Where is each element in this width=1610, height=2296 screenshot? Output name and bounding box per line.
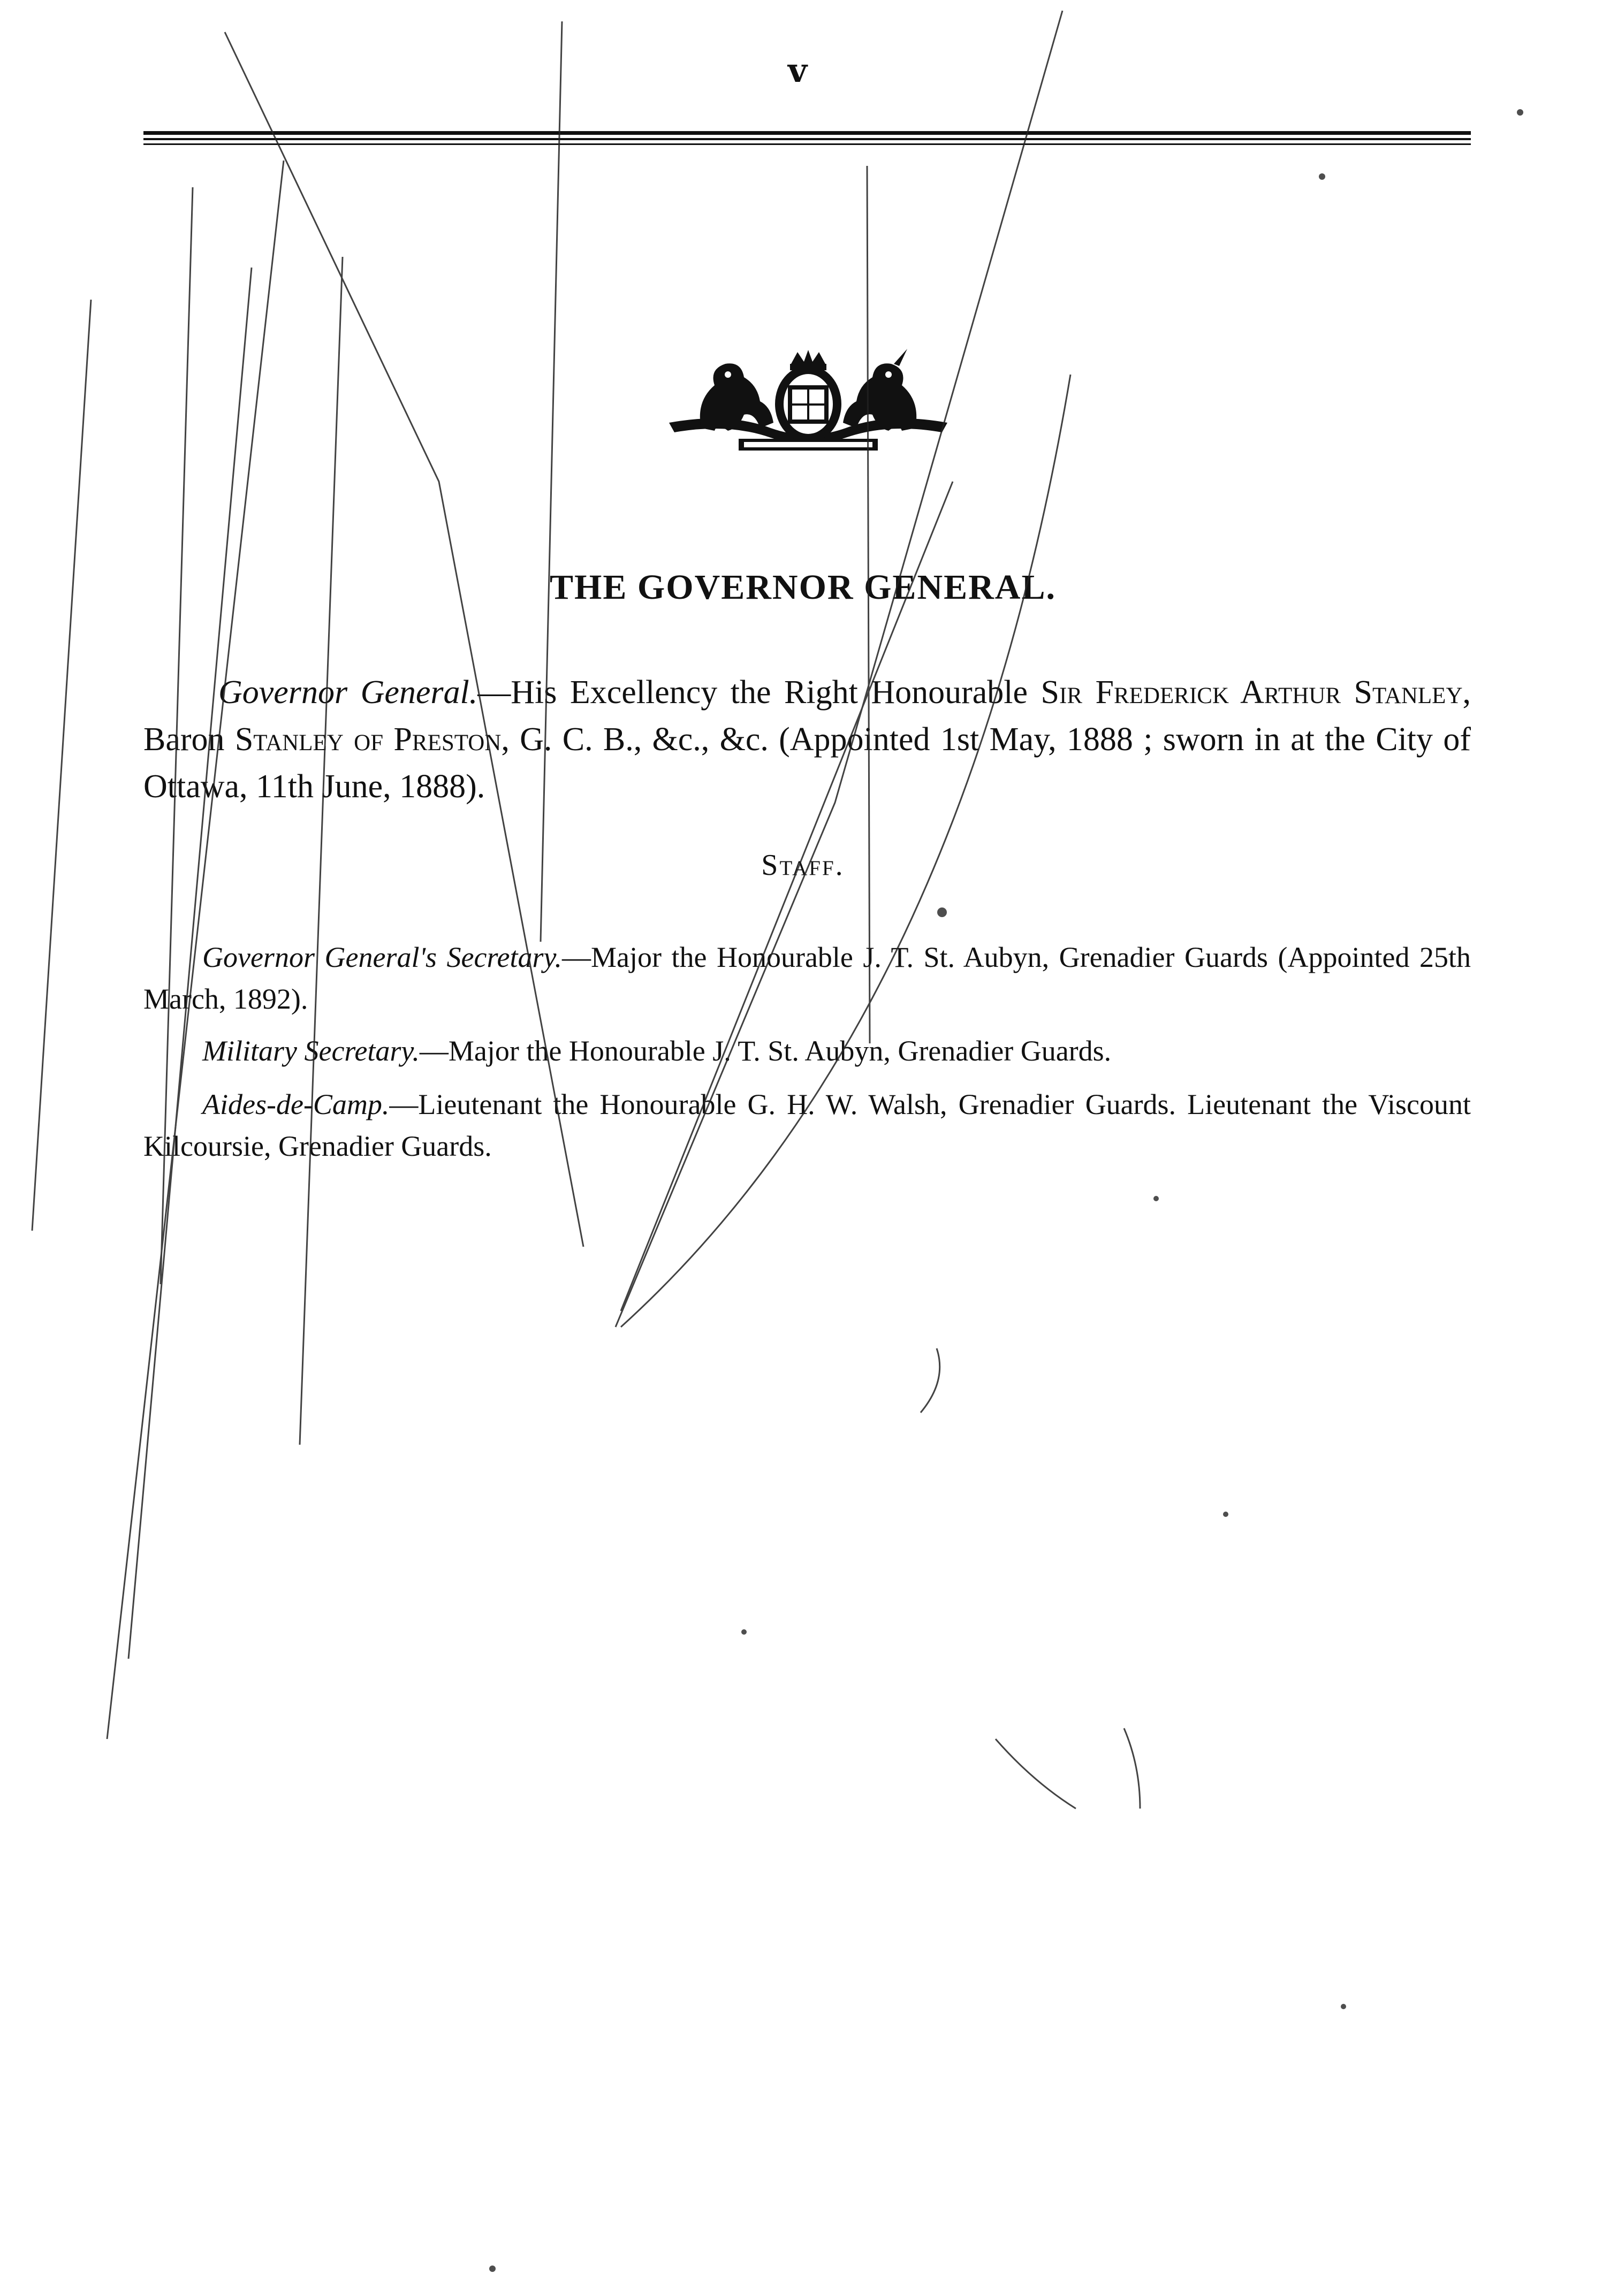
staff-entry <box>143 1084 1471 1167</box>
paragraph-text: , Baron <box>143 674 1471 758</box>
staff-role: Aides-de-Camp. <box>202 1088 390 1120</box>
role-label: Governor General. <box>218 674 478 711</box>
staff-entry <box>143 1030 1471 1072</box>
staff-heading: Staff. <box>761 849 845 882</box>
staff-role: Military Secretary. <box>202 1035 420 1067</box>
person-name: Sir Frederick Arthur Stanley <box>1041 674 1463 711</box>
paragraph-text: , G. C. B., &c., &c. (Appointed 1st May, 1888 ; sworn in at the City of Ottawa, 11th June, 1888). <box>143 721 1471 805</box>
staff-role: Governor General's Secretary. <box>202 941 562 973</box>
page-number: v <box>787 51 808 90</box>
header-rule <box>143 138 1471 140</box>
header-rule <box>143 131 1471 135</box>
staff-text: —Major the Honourable J. T. St. Aubyn, Grenadier Guards. <box>419 1035 1112 1067</box>
header-rule <box>143 143 1471 145</box>
governor-general-paragraph <box>143 669 1471 810</box>
staff-text: —Lieutenant the Honourable G. H. W. Walsh, Grenadier Guards. Lieutenant the Viscount Kilcoursie, Grenadier Guards. <box>143 1088 1471 1162</box>
staff-text: —Major the Honourable J. T. St. Aubyn, Grenadier Guards (Appointed 25th March, 1892). <box>143 941 1471 1015</box>
page-title: THE GOVERNOR GENERAL. <box>550 568 1056 607</box>
paragraph-text: —His Excellency the Right Honourable <box>477 674 1041 711</box>
royal-coat-of-arms-icon <box>664 348 953 460</box>
peerage-title: Stanley of Preston <box>234 721 502 758</box>
staff-entry <box>143 936 1471 1020</box>
